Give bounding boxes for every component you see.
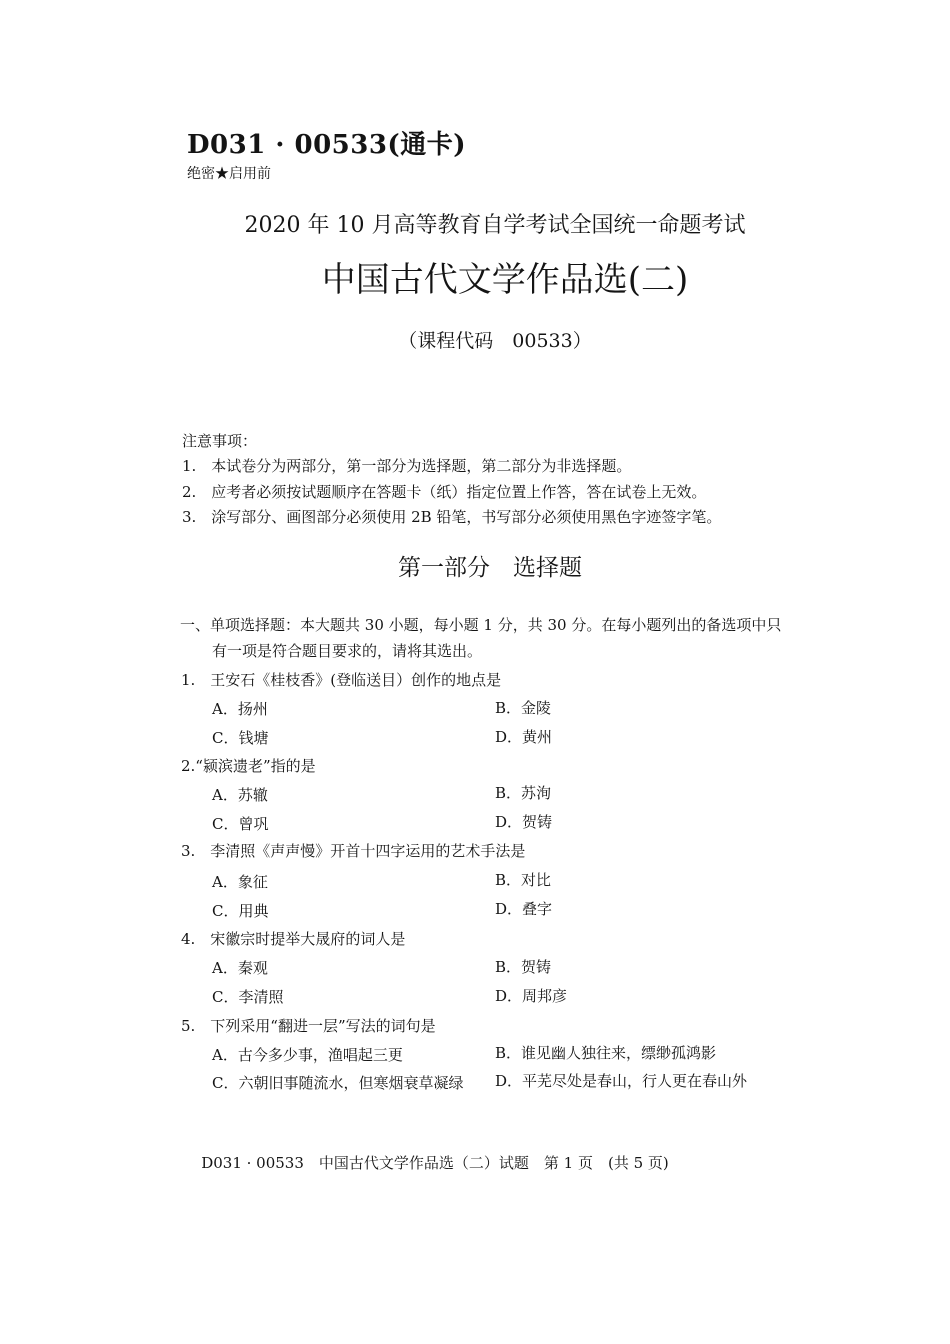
- notice-item: 3. 涂写部分、画图部分必须使用 2B 铅笔，书写部分必须使用黑色字迹签字笔。: [182, 508, 722, 526]
- course-code: （课程代码 00533）: [398, 330, 592, 352]
- section-title: 第一部分 选择题: [398, 555, 582, 581]
- subject-title: 中国古代文学作品选(二): [321, 260, 689, 300]
- notice-title: 注意事项：: [182, 432, 258, 450]
- paper-code: D031 · 00533(通卡): [187, 130, 467, 160]
- exam-title: 2020 年 10 月高等教育自学考试全国统一命题考试: [244, 213, 746, 238]
- section-intro: 一、单项选择题：本大题共 30 小题，每小题 1 分，共 30 分。在每小题列出的备选项中只: [180, 616, 782, 634]
- option-b: B．对比: [495, 871, 552, 889]
- option-c: C．李清照: [212, 988, 284, 1006]
- option-c: C．六朝旧事随流水，但寒烟衰草凝绿: [212, 1074, 464, 1092]
- option-b: B．谁见幽人独往来，缥缈孤鸿影: [495, 1044, 717, 1062]
- secret-mark: 绝密★启用前: [187, 166, 271, 182]
- option-c: C．用典: [212, 902, 269, 920]
- option-d: D．周邦彦: [495, 987, 568, 1005]
- option-a: A．扬州: [212, 700, 268, 718]
- question-stem: 1. 王安石《桂枝香》(登临送目）创作的地点是: [181, 671, 502, 689]
- option-b: B．苏洵: [495, 784, 552, 802]
- page-footer: D031 · 00533 中国古代文学作品选（二）试题 第 1 页 (共 5 页): [201, 1154, 669, 1172]
- notice-item: 1. 本试卷分为两部分，第一部分为选择题，第二部分为非选择题。: [182, 457, 632, 475]
- option-b: B．贺铸: [495, 958, 552, 976]
- question-stem: 2.“颍滨遗老”指的是: [181, 757, 316, 775]
- option-a: A．秦观: [212, 959, 268, 977]
- option-d: D．黄州: [495, 728, 553, 746]
- question-stem: 4. 宋徽宗时提举大晟府的词人是: [181, 930, 406, 948]
- option-c: C．曾巩: [212, 815, 269, 833]
- option-d: D．叠字: [495, 900, 553, 918]
- question-stem: 3. 李清照《声声慢》开首十四字运用的艺术手法是: [181, 842, 526, 860]
- option-a: A．古今多少事，渔唱起三更: [212, 1046, 403, 1064]
- option-c: C．钱塘: [212, 729, 269, 747]
- option-d: D．平芜尽处是春山，行人更在春山外: [495, 1072, 748, 1090]
- option-d: D．贺铸: [495, 813, 553, 831]
- question-stem: 5. 下列采用“翻进一层”写法的词句是: [181, 1017, 436, 1035]
- option-b: B．金陵: [495, 699, 552, 717]
- notice-item: 2. 应考者必须按试题顺序在答题卡（纸）指定位置上作答，答在试卷上无效。: [182, 483, 707, 501]
- option-a: A．苏辙: [212, 786, 268, 804]
- section-intro: 有一项是符合题目要求的，请将其选出。: [212, 642, 483, 660]
- option-a: A．象征: [212, 873, 268, 891]
